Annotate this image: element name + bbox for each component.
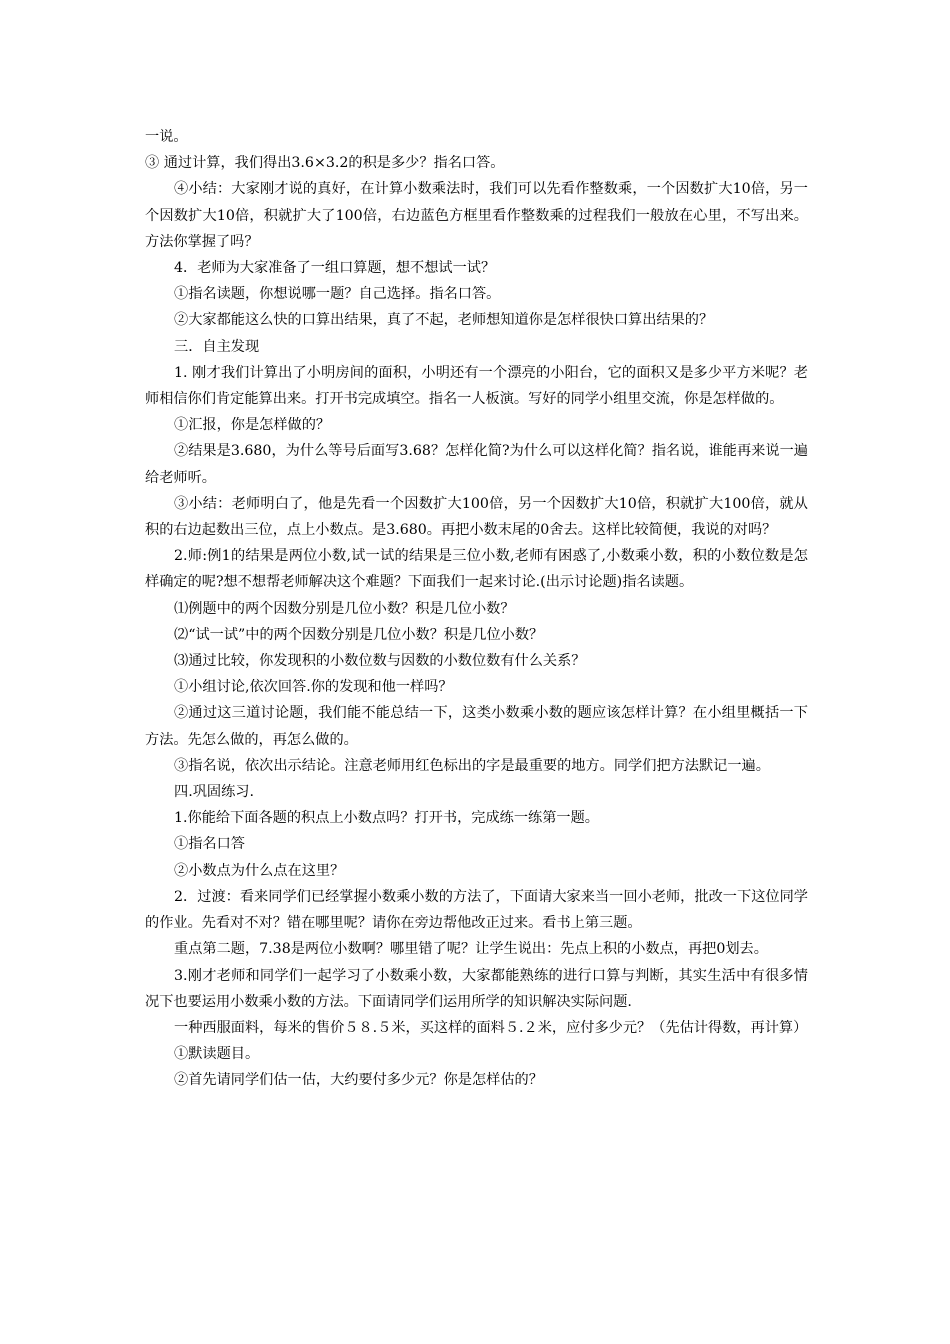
paragraph: 重点第二题，7.38是两位小数啊？哪里错了呢？让学生说出：先点上积的小数点，再把0划去。 xyxy=(174,941,768,958)
paragraph: 2．过渡：看来同学们已经掌握小数乘小数的方法了，下面请大家来当一回小老师，批改一下这位同学的作业。先看对不对？错在哪里呢？请你在旁边帮他改正过来。看书上第三题。 xyxy=(145,888,808,932)
paragraph: ②大家都能这么快的口算出结果，真了不起，老师想知道你是怎样很快口算出结果的？ xyxy=(174,312,714,329)
paragraph: ④小结：大家刚才说的真好，在计算小数乘法时，我们可以先看作整数乘，一个因数扩大10倍，另一个因数扩大10倍，积就扩大了100倍，右边蓝色方框里看作整数乘的过程我们一般放在心里，不写出来。方法你掌握了吗？ xyxy=(145,181,808,250)
paragraph: ①小组讨论,依次回答.你的发现和他一样吗？ xyxy=(174,679,453,696)
word-problem: 一种西服面料，每米的售价５８.５米，买这样的面料５.２米，应付多少元？（先估计得数，再计算） xyxy=(174,1019,808,1036)
document-body xyxy=(145,124,808,1094)
paragraph: ③ 通过计算，我们得出3.6×3.2的积是多少？指名口答。 xyxy=(145,155,505,172)
paragraph: ②小数点为什么点在这里？ xyxy=(174,862,345,879)
discussion-question: ⑴例题中的两个因数分别是几位小数？积是几位小数？ xyxy=(174,600,515,617)
paragraph: 4．老师为大家准备了一组口算题，想不想试一试？ xyxy=(174,260,496,277)
paragraph: ①默读题目。 xyxy=(174,1046,260,1063)
paragraph: ①指名口答 xyxy=(174,836,245,853)
paragraph: ②通过这三道讨论题，我们能不能总结一下，这类小数乘小数的题应该怎样计算？在小组里概括一下方法。先怎么做的，再怎么做的。 xyxy=(145,705,808,748)
discussion-question: ⑶通过比较，你发现积的小数位数与因数的小数位数有什么关系？ xyxy=(174,653,586,670)
section-heading: 三．自主发现 xyxy=(174,338,260,355)
paragraph: ③小结：老师明白了，他是先看一个因数扩大100倍，另一个因数扩大10倍，积就扩大100倍，就从积的右边起数出三位，点上小数点。是3.680。再把小数末尾的0舍去。这样比较简便，我说的对吗？ xyxy=(145,495,808,539)
paragraph: 2.师:例1的结果是两位小数,试一试的结果是三位小数,老师有困惑了,小数乘小数，积的小数位数是怎样确定的呢?想不想帮老师解决这个难题？下面我们一起来讨论.(出示讨论题)指名读题。 xyxy=(145,548,808,591)
paragraph: ①汇报，你是怎样做的？ xyxy=(174,417,331,434)
paragraph: 1. 刚才我们计算出了小明房间的面积，小明还有一个漂亮的小阳台，它的面积又是多少平方米呢？老师相信你们肯定能算出来。打开书完成填空。指名一人板演。写好的同学小组里交流，你是怎样做的。 xyxy=(145,364,808,408)
paragraph: 1.你能给下面各题的积点上小数点吗？打开书，完成练一练第一题。 xyxy=(174,810,599,827)
paragraph: ③指名说，依次出示结论。注意老师用红色标出的字是最重要的地方。同学们把方法默记一遍。 xyxy=(174,757,770,774)
paragraph: ②结果是3.680，为什么等号后面写3.68？怎样化简?为什么可以这样化简？指名说，谁能再来说一遍给老师听。 xyxy=(145,443,808,486)
section-heading: 四.巩固练习. xyxy=(174,784,254,801)
discussion-question: ⑵“试一试”中的两个因数分别是几位小数？积是几位小数？ xyxy=(174,626,544,643)
paragraph: ②首先请同学们估一估，大约要付多少元？你是怎样估的？ xyxy=(174,1072,543,1089)
paragraph: 一说。 xyxy=(145,129,188,145)
paragraph: ①指名读题，你想说哪一题？自己选择。指名口答。 xyxy=(174,286,501,303)
paragraph: 3.刚才老师和同学们一起学习了小数乘小数，大家都能熟练的进行口算与判断，其实生活中有很多情况下也要运用小数乘小数的方法。下面请同学们运用所学的知识解决实际问题. xyxy=(145,967,808,1010)
